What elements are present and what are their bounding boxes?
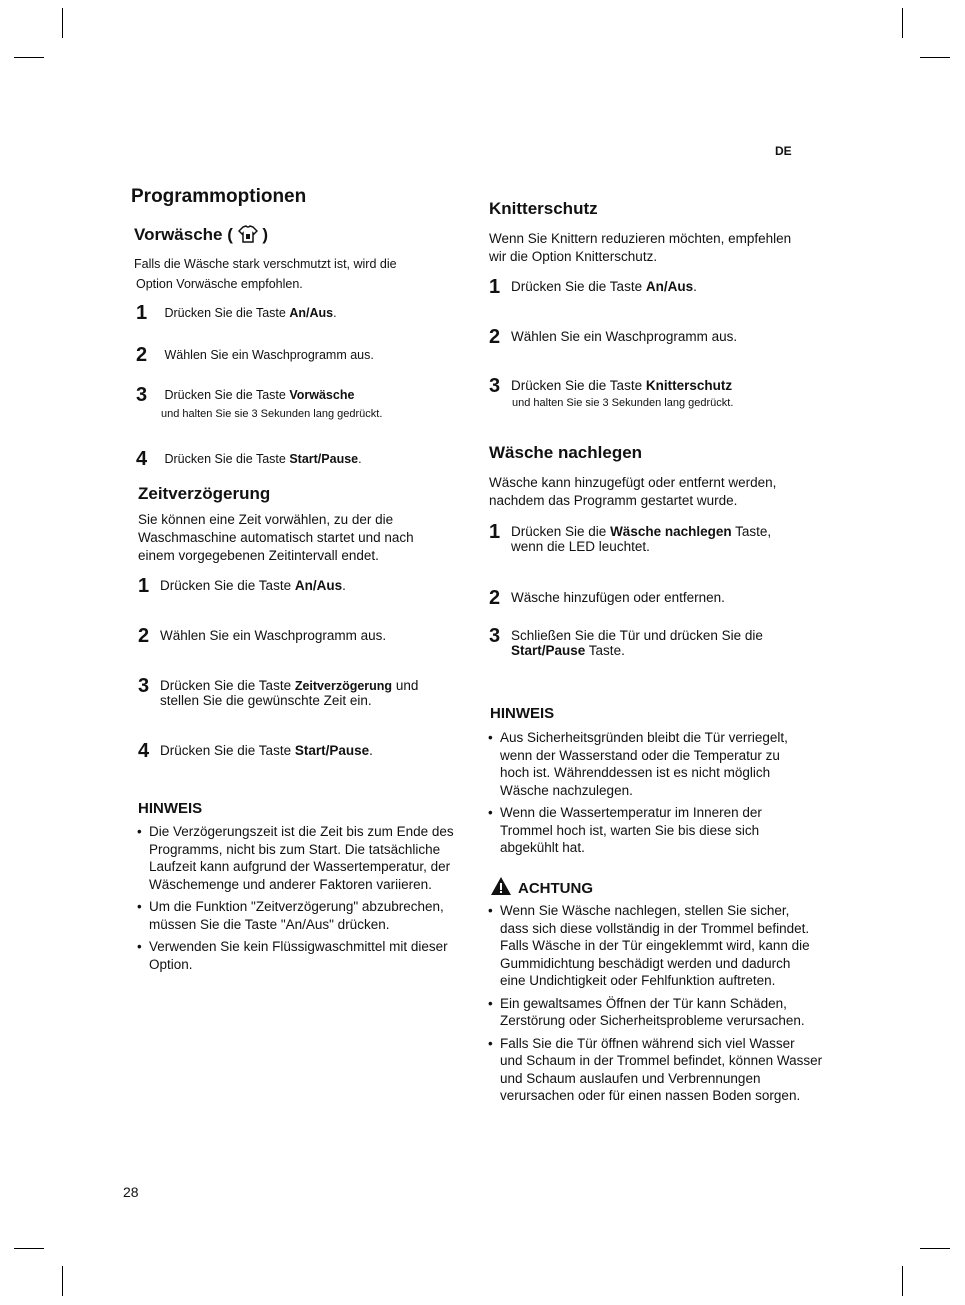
list-item: • Verwenden Sie kein Flüssigwaschmittel mit dieser Option. <box>137 938 482 973</box>
page-number: 28 <box>123 1184 139 1200</box>
crop-mark <box>920 1248 950 1249</box>
crop-mark <box>62 1266 63 1296</box>
addwash-step-2: 2 Wäsche hinzufügen oder entfernen. <box>489 587 725 609</box>
language-label: DE <box>775 144 792 158</box>
delay-intro: Sie können eine Zeit vorwählen, zu der die Waschmaschine automatisch startet und nach einem vorgegebenen Zeitintervall endet. <box>138 512 414 563</box>
prewash-step-3-sub: und halten Sie sie 3 Sekunden lang gedrückt. <box>161 408 383 420</box>
right-note-heading: HINWEIS <box>490 705 555 722</box>
delay-step-4: 4 Drücken Sie die Taste Start/Pause. <box>138 740 373 762</box>
left-note-heading: HINWEIS <box>138 800 203 817</box>
prewash-step-4: 4 Drücken Sie die Taste Start/Pause. <box>136 448 362 470</box>
crop-mark <box>14 57 44 58</box>
crop-mark <box>14 1248 44 1249</box>
addwash-step-3: 3 Schließen Sie die Tür und drücken Sie die <box>489 625 763 647</box>
delay-step-3-line2: stellen Sie die gewünschte Zeit ein. <box>160 693 372 708</box>
crop-mark <box>920 57 950 58</box>
delay-step-3: 3 Drücken Sie die Taste Zeitverzögerung und <box>138 675 419 697</box>
list-item: • Falls Sie die Tür öffnen während sich viel Wasser und Schaum in der Trommel befindet, können Wasser und Schaum auslaufen und Verbrennungen verursachen oder für einen nassen Boden sorgen. <box>488 1035 848 1105</box>
addwash-step-1: 1 Drücken Sie die Wäsche nachlegen Taste, <box>489 521 772 543</box>
prewash-step-3: 3 Drücken Sie die Taste Vorwäsche <box>136 384 355 406</box>
list-item: • Wenn die Wassertemperatur im Inneren der Trommel hoch ist, warten Sie bis diese sich abgekühlt hat. <box>488 804 833 857</box>
delay-step-2: 2 Wählen Sie ein Waschprogramm aus. <box>138 625 387 647</box>
crease-step-1: 1 Drücken Sie die Taste An/Aus. <box>489 276 697 298</box>
caution-heading: ACHTUNG <box>490 876 593 897</box>
prewash-step-2: 2 Wählen Sie ein Waschprogramm aus. <box>136 344 374 366</box>
left-note-list <box>137 823 482 978</box>
addwash-step-1-line2: wenn die LED leuchtet. <box>511 539 650 554</box>
addwash-step-3-line2: Start/Pause Taste. <box>511 643 625 658</box>
prewash-intro: Falls die Wäsche stark verschmutzt ist, wird die Option Vorwäsche empfohlen. <box>134 257 397 291</box>
page-title: Programmoptionen <box>131 186 307 207</box>
addwash-heading: Wäsche nachlegen <box>489 443 643 462</box>
prewash-shirt-icon <box>238 225 258 243</box>
delay-step-1: 1 Drücken Sie die Taste An/Aus. <box>138 575 346 597</box>
list-item: • Die Verzögerungszeit ist die Zeit bis zum Ende des Programms, nicht bis zum Start. Die tatsächliche Laufzeit kann aufgrund der Wassertemperatur, der Wäschemenge und anderer Faktoren variieren. <box>137 823 482 893</box>
prewash-step-1: 1 Drücken Sie die Taste An/Aus. <box>136 302 337 324</box>
crease-step-3-sub: und halten Sie sie 3 Sekunden lang gedrückt. <box>512 397 734 409</box>
crop-mark <box>62 8 63 38</box>
right-note-list <box>488 729 833 862</box>
list-item: • Aus Sicherheitsgründen bleibt die Tür verriegelt, wenn der Wasserstand oder die Temperatur zu hoch ist. Währenddessen ist es nicht möglich Wäsche nachzulegen. <box>488 729 833 799</box>
caution-list <box>488 902 848 1110</box>
delay-heading: Zeitverzögerung <box>138 484 271 503</box>
warning-triangle-icon <box>490 876 512 896</box>
prewash-heading: Vorwäsche ( ) <box>134 225 269 244</box>
crease-step-3: 3 Drücken Sie die Taste Knitterschutz <box>489 375 733 397</box>
crease-heading: Knitterschutz <box>489 199 598 218</box>
crop-mark <box>902 8 903 38</box>
crease-step-2: 2 Wählen Sie ein Waschprogramm aus. <box>489 326 738 348</box>
crease-intro: Wenn Sie Knittern reduzieren möchten, empfehlen wir die Option Knitterschutz. <box>489 231 792 264</box>
crop-mark <box>902 1266 903 1296</box>
addwash-intro: Wäsche kann hinzugefügt oder entfernt werden, nachdem das Programm gestartet wurde. <box>489 475 777 508</box>
list-item: • Ein gewaltsames Öffnen der Tür kann Schäden, Zerstörung oder Sicherheitsprobleme verursachen. <box>488 995 848 1030</box>
list-item: • Um die Funktion "Zeitverzögerung" abzubrechen, müssen Sie die Taste "An/Aus" drücken. <box>137 898 482 933</box>
list-item: • Wenn Sie Wäsche nachlegen, stellen Sie sicher, dass sich diese vollständig in der Trommel befindet. Falls Wäsche in der Tür eingeklemmt wird, kann die Gummidichtung beschädigt werden und dadurch eine Undichtigkeit oder Fehlfunktion auftreten. <box>488 902 848 990</box>
